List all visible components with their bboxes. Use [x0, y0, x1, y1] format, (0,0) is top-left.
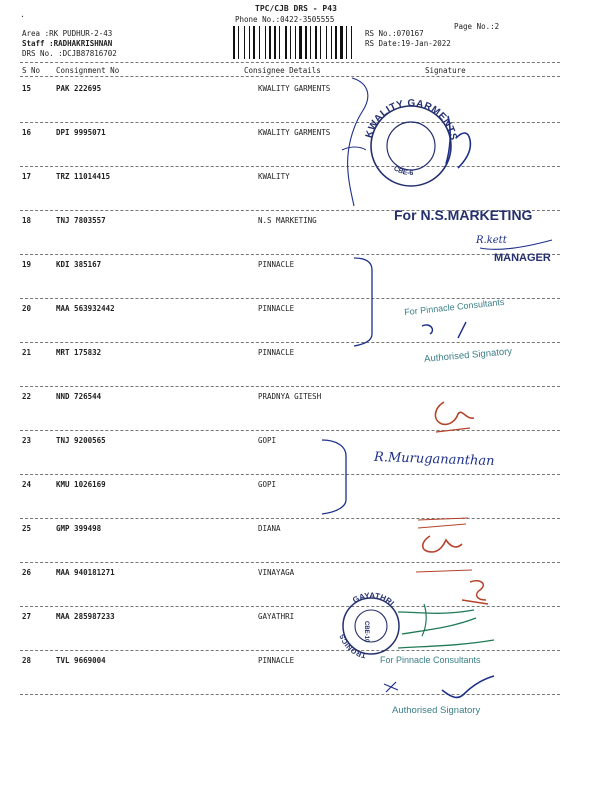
signature-23: R.Murugananthan: [373, 449, 495, 470]
row-serial-number: 16: [22, 128, 32, 137]
signature-stroke: [422, 322, 466, 338]
row-consignee-name: PRADNYA GITESH: [258, 392, 322, 401]
rs-number: RS No.:070167: [365, 29, 424, 38]
row-consignee-name: VINAYAGA: [258, 568, 295, 577]
signature-18: R.kett: [476, 235, 507, 246]
row-consignment-number: KMU 1026169: [56, 480, 106, 489]
svg-text:GAYATHRI: [351, 591, 396, 608]
rs-date: RS Date:19-Jan-2022: [365, 39, 451, 48]
bracket-mark: [322, 440, 346, 514]
row-serial-number: 22: [22, 392, 32, 401]
row-consignment-number: MAA 285987233: [56, 612, 115, 621]
kwality-seal-text: KWALITY GARMENTS: [363, 97, 459, 142]
row-serial-number: 23: [22, 436, 32, 445]
row-consignee-name: PINNACLE: [258, 656, 295, 665]
signature-stroke: [398, 610, 494, 648]
column-sno: S No: [22, 66, 41, 75]
signature-stroke: [384, 682, 398, 692]
row-serial-number: 18: [22, 216, 32, 225]
signature-stroke: [442, 676, 494, 697]
row-serial-number: 24: [22, 480, 32, 489]
report-title: TPC/CJB DRS - P43: [255, 4, 337, 13]
signature-stroke: [446, 116, 470, 168]
row-consignment-number: TRZ 11014415: [56, 172, 111, 181]
staff-field: Staff :RADHAKRISHNAN: [22, 39, 113, 48]
row-consignment-number: NND 726544: [56, 392, 102, 401]
row-consignee-name: GAYATHRI: [258, 612, 295, 621]
signature-stroke: [416, 570, 472, 572]
signature-stroke: [348, 78, 368, 206]
svg-text:TRONICS: [339, 633, 367, 659]
row-serial-number: 15: [22, 84, 32, 93]
signature-stroke: [423, 536, 462, 552]
row-serial-number: 21: [22, 348, 32, 357]
kwality-seal: [364, 98, 459, 186]
pinnacle-stamp-1: For Pinnacle Consultants: [403, 296, 505, 318]
signature-stroke: [462, 581, 488, 604]
row-consignee-name: KWALITY GARMENTS: [258, 84, 331, 93]
row-serial-number: 26: [22, 568, 32, 577]
signature-stroke: [418, 518, 468, 528]
row-consignment-number: MAA 563932442: [56, 304, 115, 313]
row-consignee-name: DIANA: [258, 524, 281, 533]
signature-stroke: [480, 240, 552, 249]
row-consignee-name: GOPI: [258, 436, 277, 445]
row-consignment-number: TNJ 9200565: [56, 436, 106, 445]
row-consignee-name: N.S MARKETING: [258, 216, 317, 225]
row-consignment-number: MAA 940181271: [56, 568, 115, 577]
signature-stroke: [436, 428, 470, 432]
row-consignee-name: PINNACLE: [258, 348, 295, 357]
corner-mark: ·: [20, 12, 25, 21]
column-signature: Signature: [425, 66, 466, 75]
svg-text:KWALITY GARMENTS: [364, 98, 459, 142]
drs-number: DRS No. :DCJB87816702: [22, 49, 117, 58]
authorised-stamp-2: Authorised Signatory: [392, 705, 481, 716]
row-consignee-name: GOPI: [258, 480, 277, 489]
svg-text:CBE-6: [392, 165, 413, 177]
ns-marketing-stamp: For N.S.MARKETING: [394, 207, 533, 223]
row-consignment-number: GMP 399498: [56, 524, 102, 533]
row-consignee-name: KWALITY GARMENTS: [258, 128, 331, 137]
column-consignment: Consignment No: [56, 66, 120, 75]
row-consignment-number: PAK 222695: [56, 84, 102, 93]
row-consignment-number: KDI 385167: [56, 260, 102, 269]
row-serial-number: 19: [22, 260, 32, 269]
signature-stroke: [342, 147, 366, 150]
row-consignee-name: PINNACLE: [258, 304, 295, 313]
gayathri-seal-text: GAYATHRI: [351, 590, 396, 608]
phone-number: Phone No.:0422-3505555: [235, 15, 335, 24]
page-number: Page No.:2: [454, 22, 500, 31]
signature-stroke: [435, 402, 474, 424]
row-consignment-number: TNJ 7803557: [56, 216, 106, 225]
row-serial-number: 17: [22, 172, 32, 181]
row-consignee-name: PINNACLE: [258, 260, 295, 269]
manager-stamp: MANAGER: [494, 252, 551, 264]
pinnacle-stamp-2: For Pinnacle Consultants: [380, 655, 481, 665]
row-serial-number: 20: [22, 304, 32, 313]
kwality-seal-city: CBE-6: [392, 165, 414, 178]
row-consignment-number: TVL 9669004: [56, 656, 106, 665]
bracket-mark: [354, 258, 372, 346]
row-consignee-name: KWALITY: [258, 172, 290, 181]
gayathri-seal-city: CBE-10: [363, 621, 369, 643]
column-consignee: Consignee Details: [244, 66, 321, 75]
row-serial-number: 27: [22, 612, 32, 621]
gayathri-seal-tail: TRONICS: [339, 633, 367, 659]
authorised-stamp-1: Authorised Signatory: [423, 346, 513, 365]
gayathri-seal: [339, 591, 399, 659]
row-consignment-number: MRT 175832: [56, 348, 102, 357]
row-serial-number: 25: [22, 524, 32, 533]
area-field: Area :RK PUDHUR-2-43: [22, 29, 113, 38]
row-consignment-number: DPI 9995071: [56, 128, 106, 137]
row-serial-number: 28: [22, 656, 32, 665]
